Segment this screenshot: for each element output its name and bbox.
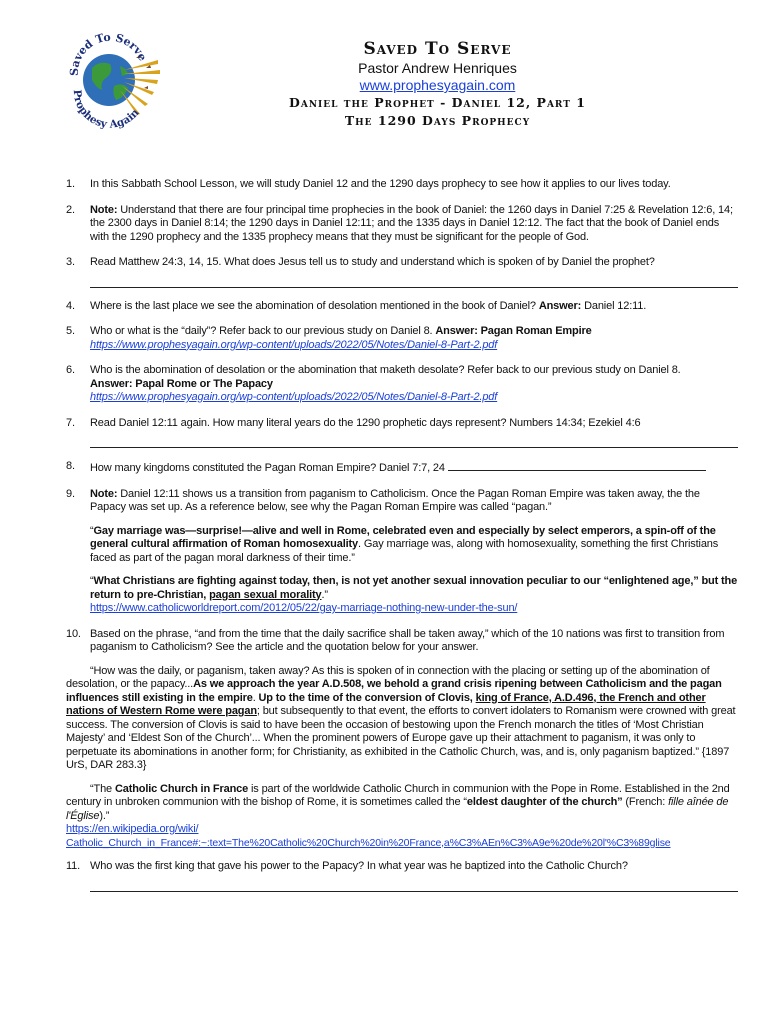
quote-paragraph: “What Christians are fighting against today, then, is not yet another sexual innovation peculiar to our “enlightened age,” but the return to pre-Christian, pagan sexual morality.” https://www.catholicworldreport.com/2012/05/22/gay-marriage-nothing-new-under-the-sun/	[90, 575, 738, 614]
quote-bold: What Christians are fighting against today, then, is not yet another sexual innovation peculiar to our “enlightened age,” but the return to pre-Christian,	[90, 575, 738, 601]
answer-text: Answer: Papal Rome or The Papacy	[90, 377, 273, 390]
quote-bold: Catholic Church in France	[114, 782, 249, 795]
answer-blank[interactable]	[448, 460, 706, 471]
question-text: Who was the first king that gave his power to the Papacy? In what year was he baptized into the Catholic Church?	[90, 860, 628, 872]
quote-underlined: king of France, A.D.496, the French and other nations of Western Rome were pagan	[66, 691, 706, 717]
question-6	[66, 364, 738, 405]
question-10	[66, 628, 738, 655]
question-number: 1.	[66, 178, 75, 190]
page-header	[210, 38, 665, 130]
quote-text: ).”	[99, 809, 110, 822]
quote-underlined: pagan sexual morality	[209, 588, 322, 601]
question-5	[66, 325, 738, 352]
logo-bottom-text: Prophesy Again	[70, 89, 142, 131]
question-number: 11.	[66, 860, 81, 872]
question-2	[66, 204, 738, 245]
answer-line[interactable]	[90, 434, 738, 448]
question-11	[66, 860, 738, 892]
answer-line[interactable]	[90, 878, 738, 892]
note-label: Note:	[90, 203, 118, 216]
question-4	[66, 300, 738, 314]
question-text: Read Matthew 24:3, 14, 15. What does Jesus tell us to study and understand which is spoken of by Daniel the prophet?	[90, 256, 655, 268]
question-text: Understand that there are four principal time prophecies in the book of Daniel: the 1260 days in Daniel 7:25 & Revelation 12:6, 14; the 2300 days in Daniel 8:14; the 1290 days in Daniel 12:11; and the 1335 days in Daniel 12:12. The fact that the book of Daniel ends with the 1290 prophecy and the 1335 prophecy means that they must be significant for the people of God.	[90, 203, 733, 243]
saved-to-serve-logo	[62, 30, 162, 140]
question-text: Where is the last place we see the abomination of desolation mentioned in the book of Daniel?	[90, 299, 539, 312]
quote-bold: eldest daughter of the church”	[466, 796, 623, 808]
question-7	[66, 417, 738, 449]
quote-text: is part of the worldwide Catholic Church in communion with the Pope in Rome. Established in the 2nd century in unbroken communion with the bishop of Rome, it is sometimes called the “	[66, 782, 730, 808]
question-8	[66, 460, 738, 476]
quote-paragraph: “Gay marriage was—surprise!—alive and well in Rome, celebrated even and especially by select emperors, a spin-off of the general cultural affirmation of Roman homosexuality. Gay marriage was, along with homosexuality, something the first Christians faced as part of the pagan moral darkness of their time.”	[90, 524, 719, 564]
website-link[interactable]: www.prophesyagain.com	[359, 77, 516, 93]
reference-link[interactable]: https://www.prophesyagain.org/wp-content/uploads/2022/05/Notes/Daniel-8-Part-2.pdf	[90, 391, 498, 403]
question-number: 10.	[66, 627, 81, 640]
question-text: Based on the phrase, “and from the time that the daily sacrifice shall be taken away,” which of the 10 nations was first to transition from paganism to Catholicism? See the article and the quotation below for your answer.	[90, 627, 725, 653]
quote-text: ; but subsequently to that event, the efforts to convert idolaters to Romanism were crowned with great success. The conversion of Clovis is said to have been the occasion of bestowing upon the French monarch the titles of ‘Most Christian Majesty’ and ‘Eldest Son of the Church’... When the prominent powers of Europe gave up their attachment to paganism, it was only to perpetuate its abominations in another form; for Christianity, as exhibited in the Catholic Church, was, and is, only paganism baptized.” {1897 UrS, DAR 283.3}	[66, 705, 736, 771]
question-text: Read Daniel 12:11 again. How many literal years do the 1290 prophetic days represent? Numbers 14:34; Ezekiel 4:6	[90, 416, 641, 429]
question-1	[66, 178, 738, 192]
answer-line[interactable]	[90, 274, 738, 288]
quote-text: (French:	[622, 796, 669, 808]
reference-link[interactable]: https://en.wikipedia.org/wiki/	[66, 823, 199, 835]
logo-top-text: Saved To Serve	[67, 30, 150, 77]
question-number: 3.	[66, 256, 75, 268]
question-9	[66, 488, 738, 616]
author-name: Pastor Andrew Henriques	[358, 60, 517, 76]
quote-italic: fille aînée de l'Église	[66, 796, 729, 822]
question-text: Who or what is the “daily”? Refer back to our previous study on Daniel 8.	[90, 325, 436, 337]
lesson-subtitle: Daniel the Prophet - Daniel 12, Part 1	[289, 95, 586, 110]
question-number: 2.	[66, 203, 75, 216]
reference-link[interactable]: https://www.catholicworldreport.com/2012/05/22/gay-marriage-nothing-new-under-the-sun/	[90, 602, 518, 614]
question-number: 7.	[66, 416, 75, 429]
quote-text: . Gay marriage was, along with homosexuality, something the first Christians faced as part of the pagan moral darkness of their time.”	[90, 538, 719, 564]
quote-bold: As we approach the year A.D.508, we behold a grand crisis ripening between Catholicism and the pagan influences still existing in the empire	[66, 678, 722, 704]
question-number: 6.	[66, 364, 75, 376]
question-text: How many kingdoms constituted the Pagan Roman Empire? Daniel 7:7, 24	[90, 462, 448, 474]
answer-label: Answer:	[538, 299, 582, 312]
reference-link[interactable]: https://www.prophesyagain.org/wp-content/uploads/2022/05/Notes/Daniel-8-Part-2.pdf	[90, 338, 498, 351]
answer-text: Daniel 12:11.	[581, 299, 647, 312]
question-text: Who is the abomination of desolation or the abomination that maketh desolate? Refer back to our previous study on Daniel 8.	[90, 364, 681, 376]
question-number: 8.	[66, 460, 75, 472]
page-title: Saved To Serve	[363, 39, 512, 59]
question-3	[66, 256, 738, 288]
note-label: Note:	[90, 487, 118, 500]
answer-text: Answer: Pagan Roman Empire	[435, 325, 592, 337]
quote-bold: Up to the time of the conversion of Clovis,	[258, 691, 476, 704]
question-number: 5.	[66, 325, 75, 337]
quote-end: .”	[321, 588, 328, 601]
quote-text: .	[252, 691, 259, 704]
quote-paragraph	[66, 665, 738, 773]
question-text: Daniel 12:11 shows us a transition from paganism to Catholicism. Once the Pagan Roman Empire was taken away, the the Papacy was set up. As a reference below, see why the Pagan Roman Empire was called “pagan.”	[90, 487, 700, 513]
question-list	[66, 178, 738, 904]
quote-bold: Gay marriage was—surprise!—alive and well in Rome, celebrated even and especially by select emperors, a spin-off of the general cultural affirmation of Roman homosexuality	[90, 524, 716, 550]
quote-text: “The	[90, 782, 115, 795]
lesson-topic: The 1290 Days Prophecy	[344, 113, 531, 128]
reference-link[interactable]: Catholic_Church_in_France#:~:text=The%20Catholic%20Church%20in%20France,a%C3%AEn%C3%A9e%20de%20l'%C3%89glise	[66, 836, 671, 849]
question-text: In this Sabbath School Lesson, we will study Daniel 12 and the 1290 days prophecy to see how it applies to our lives today.	[90, 178, 671, 190]
question-number: 4.	[66, 299, 75, 312]
quote-paragraph	[66, 783, 738, 851]
quote-text: “How was the daily, or paganism, taken away? As this is spoken of in connection with the placing or setting up of the abomination of desolation, or the papacy...	[66, 664, 710, 690]
question-number: 9.	[66, 487, 75, 500]
